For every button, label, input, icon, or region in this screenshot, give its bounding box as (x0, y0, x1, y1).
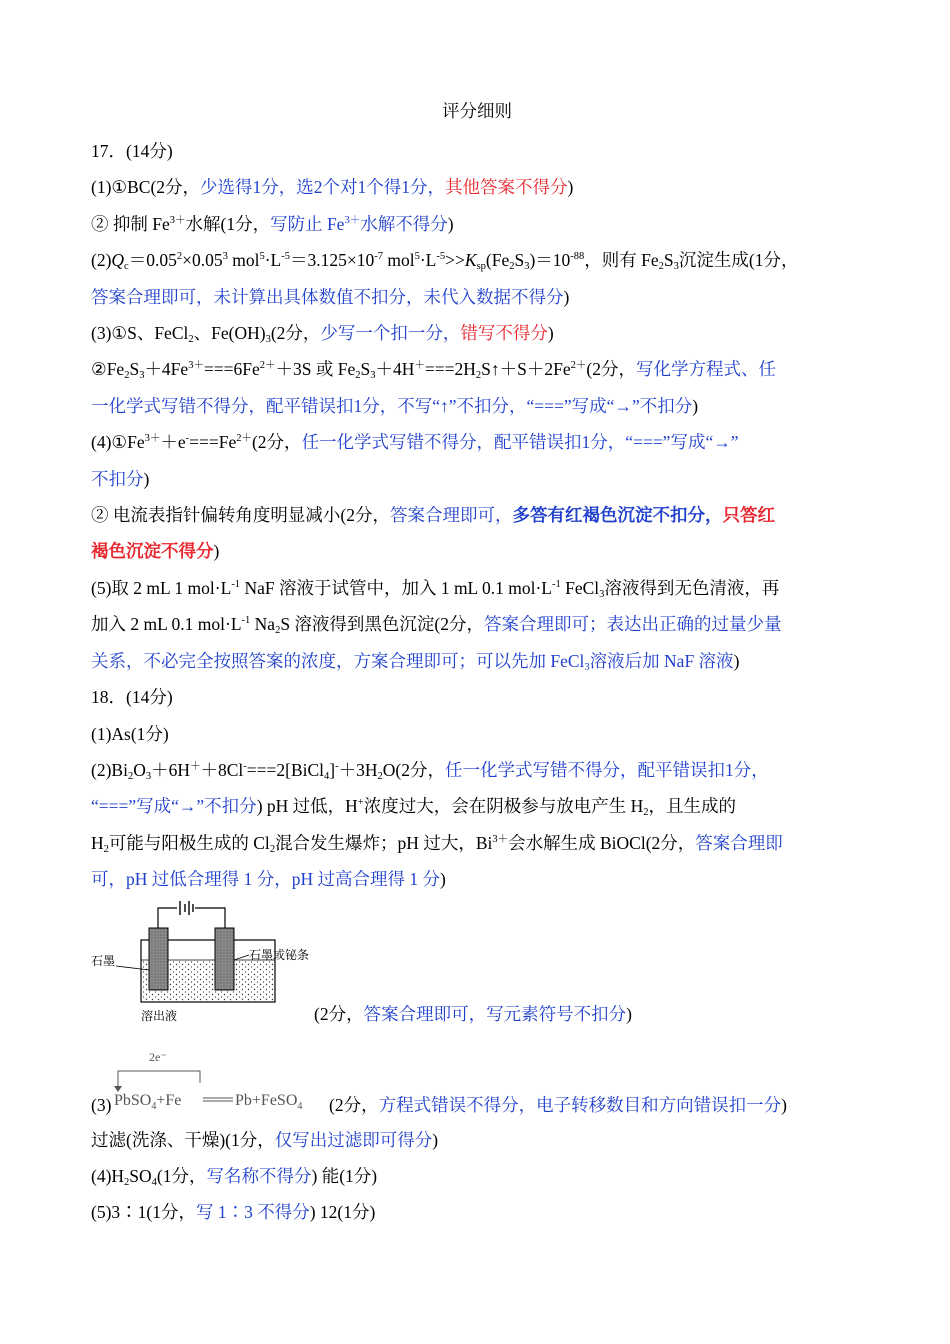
solution-label: 溶出液 (141, 1008, 178, 1023)
q17-2: $(2)Q_c=0.05^2\times 0.05^3$ $mol^5\cdot L^{-5}=3.125\times 10^{-7}$ $mol^5\cdot L^{-5}>>K_{sp}(Fe_2S_3)=10^{-88}$，则有 $Fe_2S_3$沉淀生成(1分， (91, 250, 799, 273)
q18-2-rubric: 可，pH 过低合理得 1 分，pH 过高合理得 1 分) (91, 869, 446, 890)
q18-3-rubric: (2分，方程式错误不得分，电子转移数目和方向错误扣一分) (329, 1094, 787, 1115)
q18-2: $(2)Bi_2O_3+6H^++8Cl^-===2[BiCl_4]^-+3H_2O(2$分，任一化学式写错不得分，配平错误扣1分， (91, 759, 769, 782)
q18-header: 18．(14分) (91, 687, 173, 708)
q17-header: 17．(14分) (91, 141, 173, 161)
right-label-leader (234, 955, 249, 960)
q18-2-cont2: $H_2$可能与阳极生成的 $Cl_2$混合发生爆炸；pH 过大，$Bi^{3+}$会水解生成 BiOCl(2分，答案合理即 (91, 832, 783, 855)
q17-3-2-rubric: 一化学式写错不得分，配平错误扣1分，不写“↑”不扣分，“===”写成“→”不扣分) (91, 395, 699, 416)
q17-5-rubric: 关系，不必完全按照答案的浓度，方案合理即可；可以先加 FeCl$_3$溶液后加 NaF 溶液) (91, 650, 740, 673)
page-title: 评分细则 (442, 101, 512, 121)
electrolysis-diagram (91, 898, 321, 1048)
wire-right (195, 908, 225, 928)
q17-3-2: $②Fe_2S_3+4Fe^{3+}===6Fe^{2+}+3S$ 或 $Fe_2S_3+4H^+===2H_2S↑+S+2Fe^{2+}(2$分，写化学方程式、任 (91, 359, 776, 382)
graphite-electrode (149, 928, 168, 990)
q18-5: (5)3∶1(1分，写 1∶3 不得分) 12(1分) (91, 1202, 376, 1223)
equation-reactants: PbSO$_4$+Fe (114, 1091, 182, 1112)
q18-3-number: (3) (91, 1094, 112, 1115)
q18-3-filter: 过滤(洗涤、干燥)(1分，仅写出过滤即可得分) (91, 1129, 439, 1150)
q18-1: (1)As(1分) (91, 723, 169, 744)
diagram-rubric: (2分，答案合理即可，写元素符号不扣分) (314, 1003, 632, 1024)
wire-left (158, 908, 177, 928)
electron-count-label: 2e⁻ (149, 1049, 167, 1064)
electron-transfer-equation (111, 1048, 331, 1120)
q17-3-1: (3)①S、FeCl$_2$、$Fe(OH)_3(2$分，少写一个扣一分，错写不得分) (91, 323, 554, 346)
q17-4-1: $(4)①Fe^{3+}+e^-===Fe^{2+}(2$分，任一化学式写错不得分，配平错误扣1分，“===”写成“→” (91, 432, 739, 453)
electrolysis-diagram-row (91, 898, 863, 1048)
q17-2-rubric: 答案合理即可，未计算出具体数值不扣分，未代入数据不得分) (91, 286, 570, 307)
q17-4-1-rubric: 不扣分) (91, 468, 150, 489)
q18-4: $(4)H_2SO_4(1$分，写名称不得分) 能(1分) (91, 1165, 378, 1188)
q18-3-row (91, 1048, 863, 1122)
graphite-or-bismuth-electrode (215, 928, 234, 990)
right-electrode-label: 石墨或铋条 (249, 947, 310, 962)
electron-transfer-bracket (118, 1071, 200, 1088)
q17-5-cont: 加入 2 mL 0.1 $mol\cdot L^{-1}$ $Na_2S$ 溶液得到黑色沉淀(2分，答案合理即可；表达出正确的过量少量 (91, 614, 782, 637)
q17-1-2: ② 抑制 $Fe^{3+}$水解(1分，写防止 $Fe^{3+}$水解不得分) (91, 213, 454, 234)
q17-4-2-rubric: 褐色沉淀不得分) (91, 541, 220, 562)
left-electrode-label: 石墨 (91, 953, 116, 968)
q17-4-2: ② 电流表指针偏转角度明显减小(2分，答案合理即可，多答有红褐色沉淀不扣分，只答红 (91, 505, 775, 526)
q18-2-cont: “===”写成“→”不扣分) pH 过低，H+浓度过大，会在阴极参与放电产生 $H_2$，且生成的 (91, 796, 736, 819)
q17-1-1: (1)①BC(2分，少选得1分，选2个对1个得1分，其他答案不得分) (91, 177, 574, 198)
answer-sheet (91, 96, 863, 1231)
equation-products: Pb+FeSO$_4$ (235, 1091, 303, 1112)
q17-5: (5)取 2 mL 1 $mol\cdot L^{-1}$ NaF 溶液于试管中，加入 1 mL 0.1 $mol\cdot L^{-1}$ FeCl$_3$溶液得到无色清液，再 (91, 577, 780, 600)
